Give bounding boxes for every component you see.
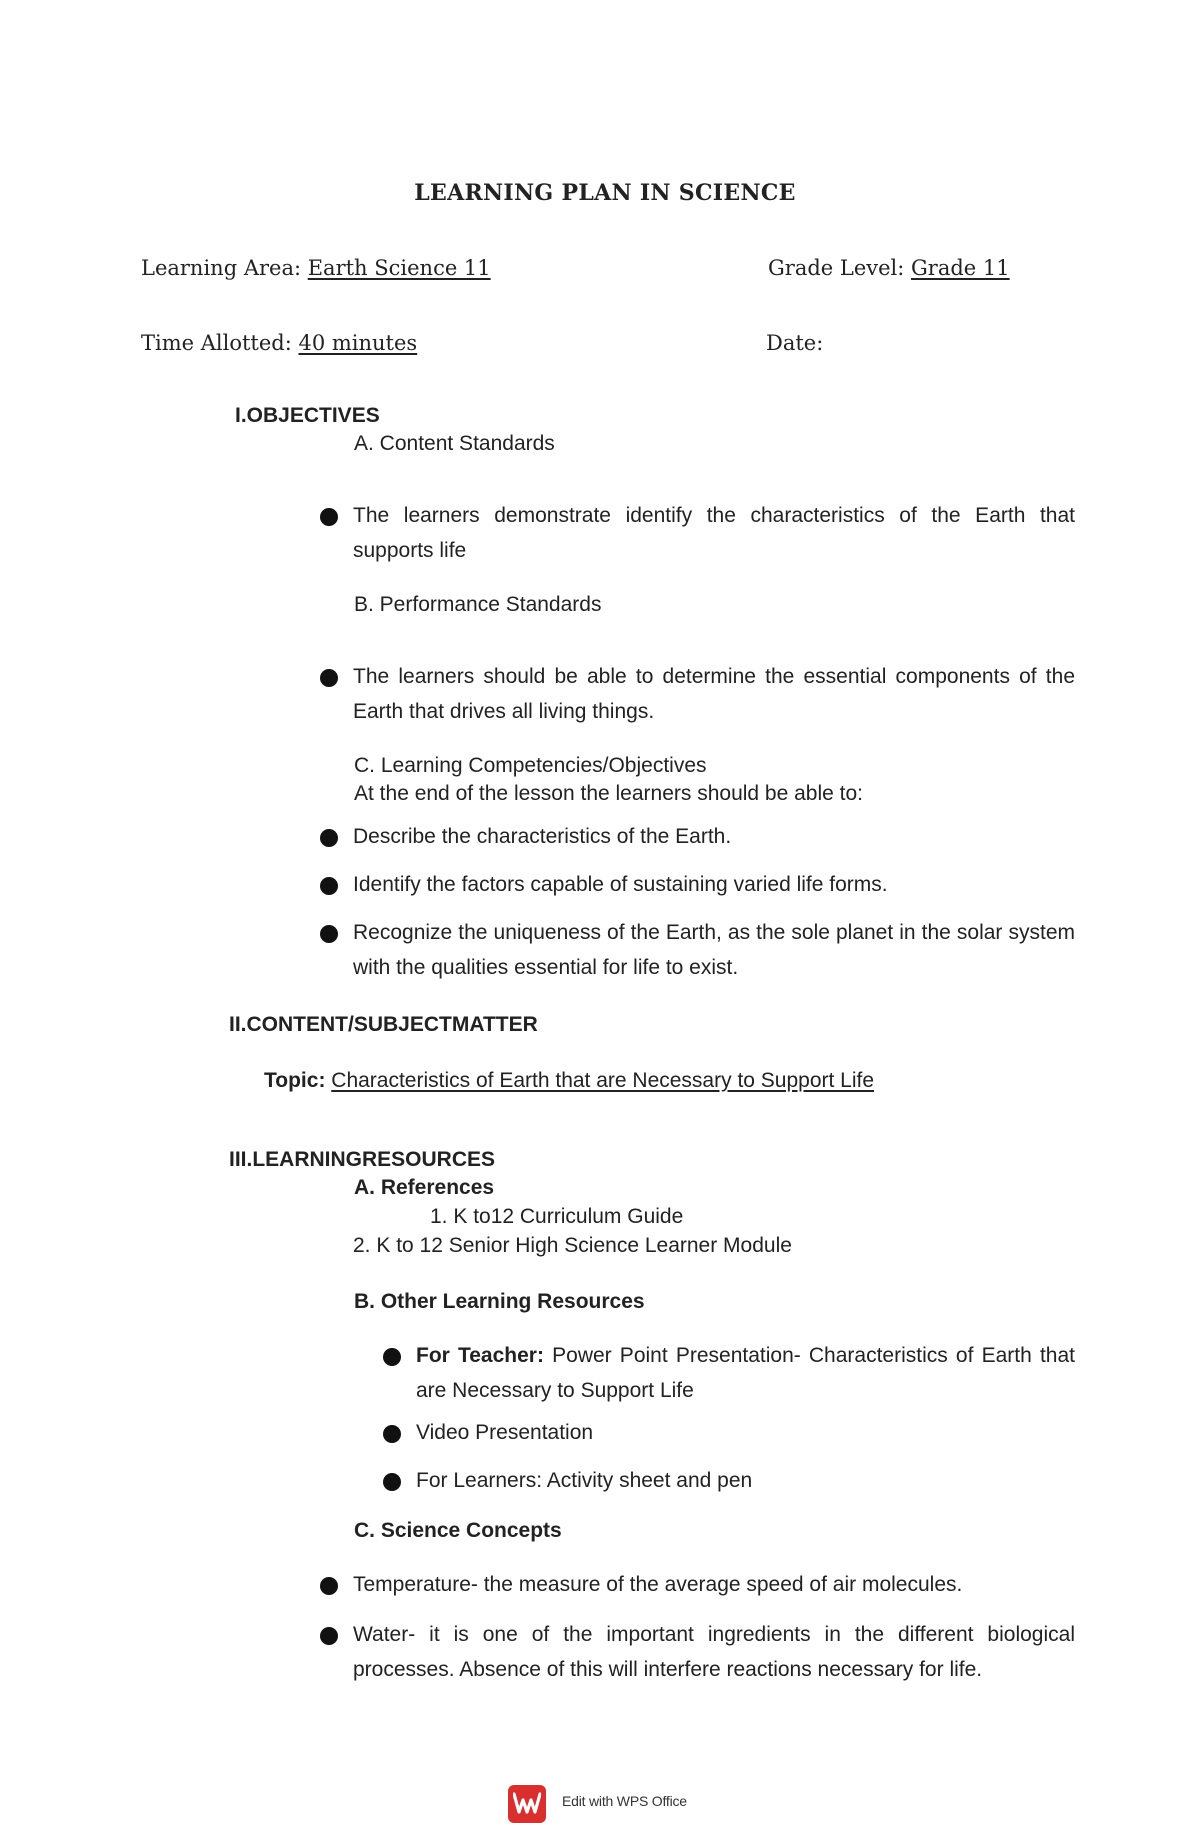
bullet-dot	[320, 1627, 338, 1645]
performance-standards-label: B. Performance Standards	[354, 593, 602, 616]
bullet-dot	[320, 508, 338, 526]
science-concepts-label: C. Science Concepts	[354, 1519, 562, 1542]
competency-item: Identify the factors capable of sustaining varied life forms.	[353, 873, 888, 896]
topic-value: Characteristics of Earth that are Necessary to Support Life	[331, 1069, 875, 1092]
teacher-resource-item	[416, 1338, 1075, 1408]
other-resource-item: For Learners: Activity sheet and pen	[416, 1469, 753, 1492]
content-standards-label: A. Content Standards	[354, 432, 555, 455]
content-heading: II.CONTENT/SUBJECTMATTER	[229, 1013, 538, 1036]
reference-item: 2. K to 12 Senior High Science Learner Module	[353, 1234, 792, 1257]
bullet-dot	[383, 1425, 401, 1443]
references-label: A. References	[354, 1176, 495, 1199]
topic-label: Topic:	[264, 1069, 326, 1092]
bullet-dot	[320, 829, 338, 847]
page-title: LEARNING PLAN IN SCIENCE	[414, 180, 796, 206]
time-allotted-value: 40 minutes	[298, 331, 418, 355]
science-concept-item: Water- it is one of the important ingredients in the different biological processes. Absence of this will interfere reactions necessary for life.	[353, 1623, 1075, 1681]
bullet-dot	[383, 1348, 401, 1366]
learning-area-label: Learning Area:	[141, 256, 308, 280]
bullet-dot	[383, 1473, 401, 1491]
teacher-resource-label: For Teacher:	[416, 1344, 544, 1367]
learning-area-line	[141, 256, 491, 280]
other-resources-label: B. Other Learning Resources	[354, 1290, 645, 1313]
other-resource-item: Video Presentation	[416, 1421, 594, 1444]
wps-logo-icon	[508, 1785, 546, 1823]
time-allotted-label: Time Allotted:	[141, 331, 299, 355]
competency-item: Recognize the uniqueness of the Earth, as the sole planet in the solar system with the qualities essential for life to exist.	[353, 921, 1075, 979]
grade-level-label: Grade Level:	[768, 256, 912, 280]
teacher-resource-value: Power Point Presentation- Characteristics of Earth that are Necessary to Support Life	[416, 1344, 1075, 1402]
time-allotted-line	[141, 331, 417, 355]
reference-item: 1. K to12 Curriculum Guide	[430, 1205, 684, 1228]
content-standards-bullet: The learners demonstrate identify the characteristics of the Earth that supports life	[353, 504, 1075, 562]
performance-standards-bullet: The learners should be able to determine the essential components of the Earth that drives all living things.	[353, 665, 1075, 723]
bullet-dot	[320, 877, 338, 895]
science-concept-item: Temperature- the measure of the average speed of air molecules.	[353, 1573, 963, 1596]
topic-line	[264, 1069, 874, 1093]
bullet-dot	[320, 1577, 338, 1595]
grade-level-value: Grade 11	[911, 256, 1010, 280]
footer-text: Edit with WPS Office	[562, 1793, 687, 1809]
date-label: Date:	[766, 331, 824, 355]
bullet-dot	[320, 925, 338, 943]
competency-item: Describe the characteristics of the Earth.	[353, 825, 732, 848]
competencies-label: C. Learning Competencies/Objectives	[354, 754, 707, 777]
grade-level-line	[768, 256, 1010, 280]
objectives-heading: I.OBJECTIVES	[235, 404, 380, 427]
learning-area-value: Earth Science 11	[307, 256, 491, 280]
resources-heading: III.LEARNINGRESOURCES	[229, 1148, 496, 1171]
bullet-dot	[320, 669, 338, 687]
competencies-intro: At the end of the lesson the learners should be able to:	[354, 782, 864, 805]
